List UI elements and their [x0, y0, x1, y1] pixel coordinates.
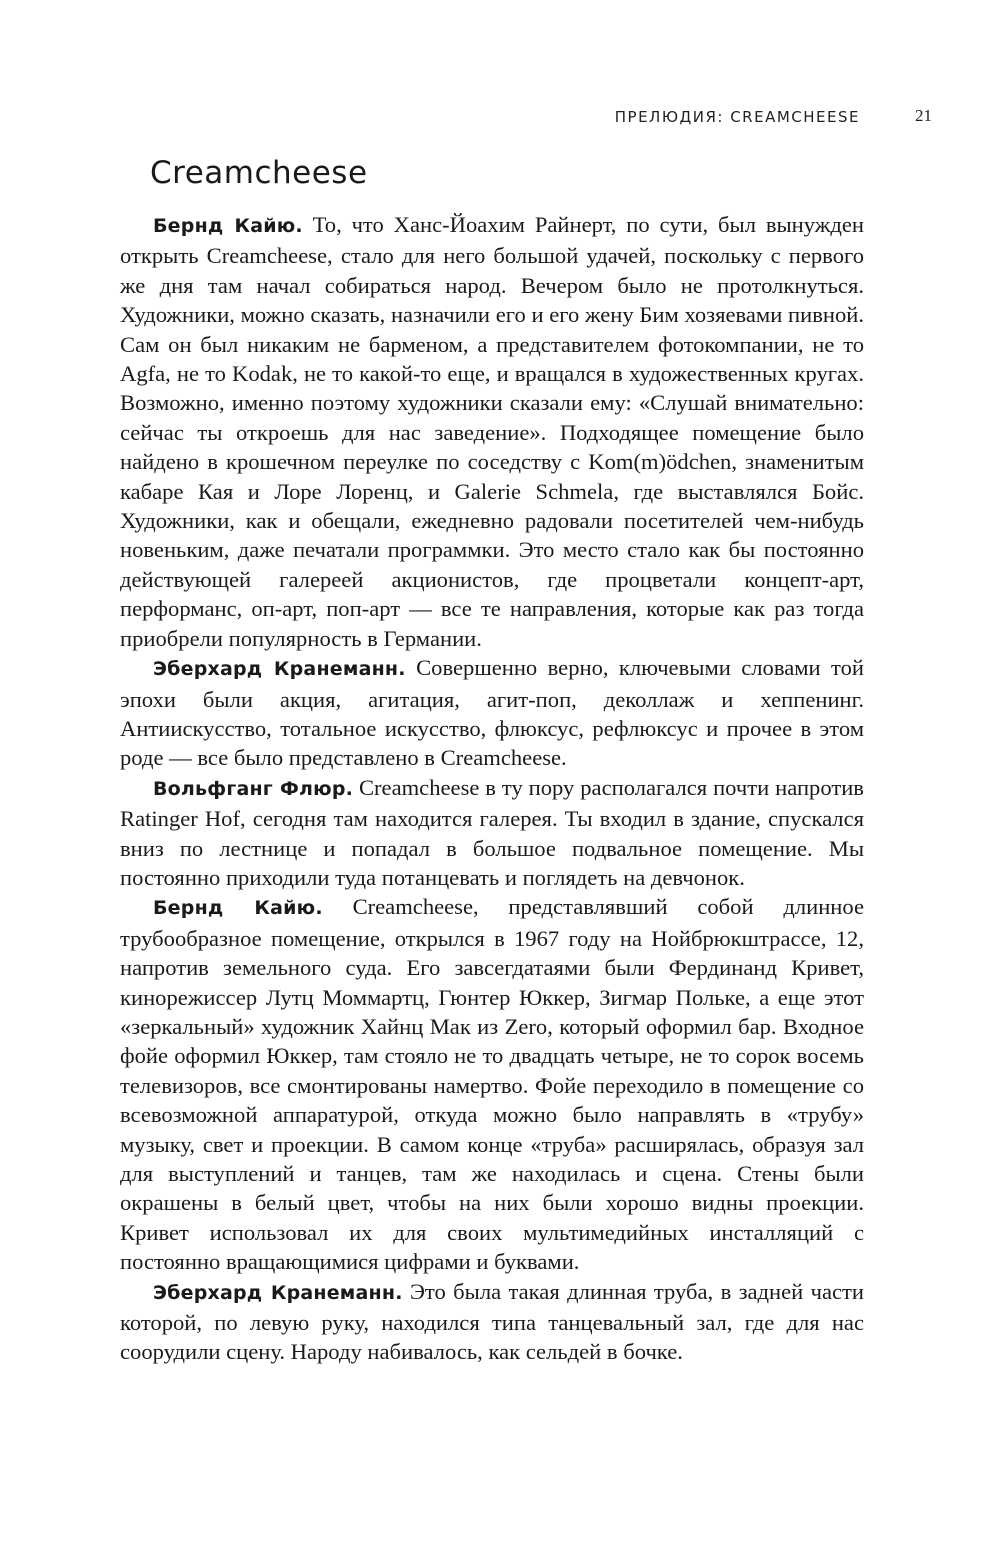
speaker-name: Вольфганг Флюр. [153, 777, 354, 800]
paragraph-text: Creamcheese, представлявший собой длинное трубообразное помещение, открылся в 1967 году на Нойбрюкштрассе, 12, напротив земельного суда. Его завсегдатаями были Фердинанд Кривет, кинорежиссер Лутц Моммартц, Гюнтер Юккер, Зигмар Польке, а еще этот «зеркальный» художник Хайнц Мак из Zero, который оформил бар. Входное фойе оформил Юккер, там стояло не то двадцать четыре, не то сорок восемь телевизоров, все смонтированы намертво. Фойе переходило в помещение со всевозможной аппаратурой, откуда можно было направлять в «трубу» музыку, свет и проекции. В самом конце «труба» расширялась, образуя зал для выступлений и танцев, там же находилась и сцена. Стены были окрашены в белый цвет, чтобы на них были хорошо видны проекции. Кривет использовал их для своих мультимедийных инсталляций с постоянно вращающимися цифрами и буквами. [120, 894, 864, 1275]
speaker-name: Эберхард Кранеманн. [153, 1281, 403, 1304]
paragraph [120, 773, 864, 893]
page-number: 21 [915, 106, 932, 125]
running-head: ПРЕЛЮДИЯ: CREAMCHEESE [614, 108, 860, 126]
paragraph [120, 210, 864, 653]
paragraph [120, 1277, 864, 1367]
paragraph [120, 653, 864, 773]
speaker-name: Бернд Кайю. [153, 897, 323, 920]
paragraph-text: То, что Ханс-Йоахим Райнерт, по сути, был вынужден открыть Creamcheese, стало для него большой удачей, поскольку с первого же дня там начал собираться народ. Вечером было не протолкнуться. Художники, можно сказать, назначили его и его жену Бим хозяевами пивной. Сам он был никаким не барменом, а представителем фотокомпании, не то Agfa, не то Kodak, не то какой-то еще, и вращался в художественных кругах. Возможно, именно поэтому художники сказали ему: «Слушай внимательно: сейчас ты откроешь для нас заведение». Подходящее помещение было найдено в крошечном переулке по соседству с Kom(m)ödchen, знаменитым кабаре Кая и Лоре Лоренц, и Galerie Schmela, где выставлялся Бойс. Художники, как и обещали, ежедневно радовали посетителей чем-нибудь новеньким, даже печатали программки. Это место стало как бы постоянно действующей галереей акционистов, где процветали концепт-арт, перформанс, оп-арт, поп-арт — все те направления, которые как раз тогда приобрели популярность в Германии. [120, 212, 864, 651]
paragraph [120, 892, 864, 1276]
speaker-name: Эберхард Кранеманн. [153, 658, 406, 681]
paragraph-text: Совершенно верно, ключевыми словами той эпохи были акция, агитация, агит-поп, деколлаж и хеппенинг. Антиискусство, тотальное искусство, флюксус, рефлюксус и прочее в этом роде — все было представлено в Creamcheese. [120, 655, 864, 771]
paragraph-text: Creamcheese в ту пору располагался почти напротив Ratinger Hof, сегодня там находится галерея. Ты входил в здание, спускался вниз по лестнице и попадал в большое подвальное помещение. Мы постоянно приходили туда потанцевать и поглядеть на девчонок. [120, 774, 864, 890]
speaker-name: Бернд Кайю. [153, 215, 303, 237]
text-body [120, 210, 864, 1367]
paragraph-text: Это была такая длинная труба, в задней части которой, по левую руку, находился типа танцевальный зал, где для нас соорудили сцену. Народу набивалось, как сельдей в бочке. [120, 1278, 864, 1365]
chapter-title: Creamcheese [150, 155, 368, 191]
